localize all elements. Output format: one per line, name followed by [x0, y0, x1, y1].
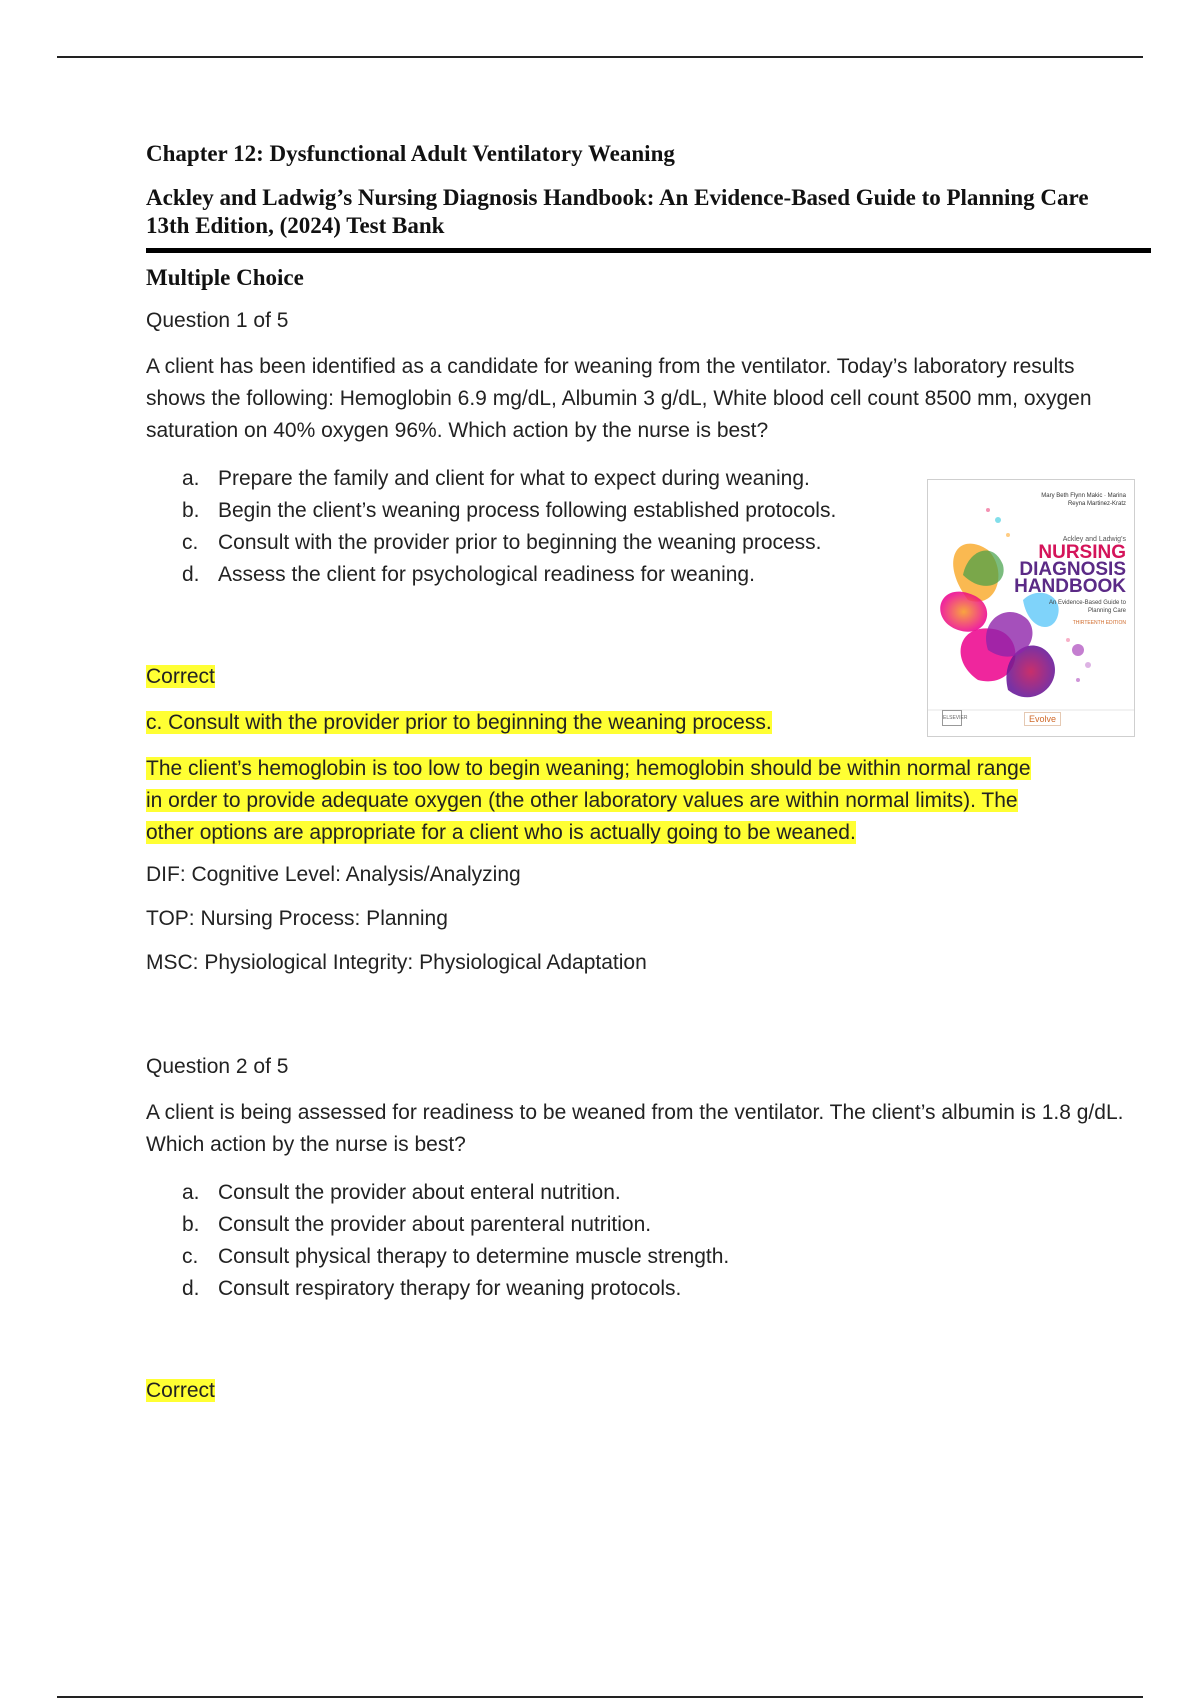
- cover-tagline: An Evidence-Based Guide to Planning Care: [1048, 600, 1126, 614]
- option-a: a. Consult the provider about enteral nutrition.: [182, 1180, 621, 1204]
- difficulty-meta: DIF: Cognitive Level: Analysis/Analyzing: [146, 862, 521, 886]
- header-divider: [146, 248, 1151, 253]
- option-b: b. Consult the provider about parenteral nutrition.: [182, 1212, 652, 1236]
- question-2: [146, 1055, 1151, 1407]
- publisher-logo: ELSEVIER: [942, 710, 962, 726]
- evolve-badge: Evolve: [1024, 712, 1061, 726]
- option-d: d. Consult respiratory therapy for weaning protocols.: [182, 1276, 682, 1300]
- option-b: b. Begin the client’s weaning process following established protocols.: [182, 498, 837, 522]
- bottom-rule: [57, 1696, 1143, 1698]
- question-number: Question 1 of 5: [146, 308, 289, 332]
- rationale: The client’s hemoglobin is too low to begin weaning; hemoglobin should be within normal range in order to provide adequate oxygen (the other laboratory values are within normal limits). The other options are appropriate for a client who is actually going to be weaned.: [146, 756, 1031, 844]
- question-stem: A client is being assessed for readiness to be weaned from the ventilator. The client’s albumin is 1.8 g/dL. Which action by the nurse is best?: [146, 1100, 1124, 1156]
- option-d: d. Assess the client for psychological readiness for weaning.: [182, 562, 755, 586]
- topic-meta: TOP: Nursing Process: Planning: [146, 906, 448, 930]
- correct-label: Correct: [146, 664, 215, 688]
- cover-title: NURSING DIAGNOSIS HANDBOOK: [1014, 542, 1126, 597]
- correct-answer: c. Consult with the provider prior to beginning the weaning process.: [146, 710, 772, 734]
- question-stem: A client has been identified as a candidate for weaning from the ventilator. Today’s laboratory results shows the following: Hemoglobin 6.9 mg/dL, Albumin 3 g/dL, White blood cell count 8500 mm, oxygen saturation on 40% oxygen 96%. Which action by the nurse is best?: [146, 354, 1092, 442]
- option-c: c. Consult physical therapy to determine muscle strength.: [182, 1244, 730, 1268]
- top-rule: [57, 56, 1143, 58]
- msc-meta: MSC: Physiological Integrity: Physiological Adaptation: [146, 950, 647, 974]
- cover-edition: THIRTEENTH EDITION: [1072, 620, 1126, 626]
- section-title: Multiple Choice: [146, 264, 304, 290]
- answer-options: [146, 1177, 1151, 1305]
- chapter-title: Chapter 12: Dysfunctional Adult Ventilatory Weaning: [146, 141, 675, 166]
- cover-authors: Mary Beth Flynn Makic · Marina Reyna Martinez-Kratz: [1041, 493, 1126, 507]
- question-number: Question 2 of 5: [146, 1054, 289, 1078]
- option-a: a. Prepare the family and client for what to expect during weaning.: [182, 466, 810, 490]
- cover-subtitle-top: Ackley and Ladwig’s: [1062, 536, 1126, 543]
- correct-label: Correct: [146, 1378, 215, 1402]
- option-c: c. Consult with the provider prior to beginning the weaning process.: [182, 530, 822, 554]
- document-body: [146, 140, 1151, 1407]
- book-cover-image: [927, 479, 1135, 737]
- book-title: Ackley and Ladwig’s Nursing Diagnosis Handbook: An Evidence-Based Guide to Planning Care 13th Edition, (2024) Test Bank: [146, 184, 1089, 238]
